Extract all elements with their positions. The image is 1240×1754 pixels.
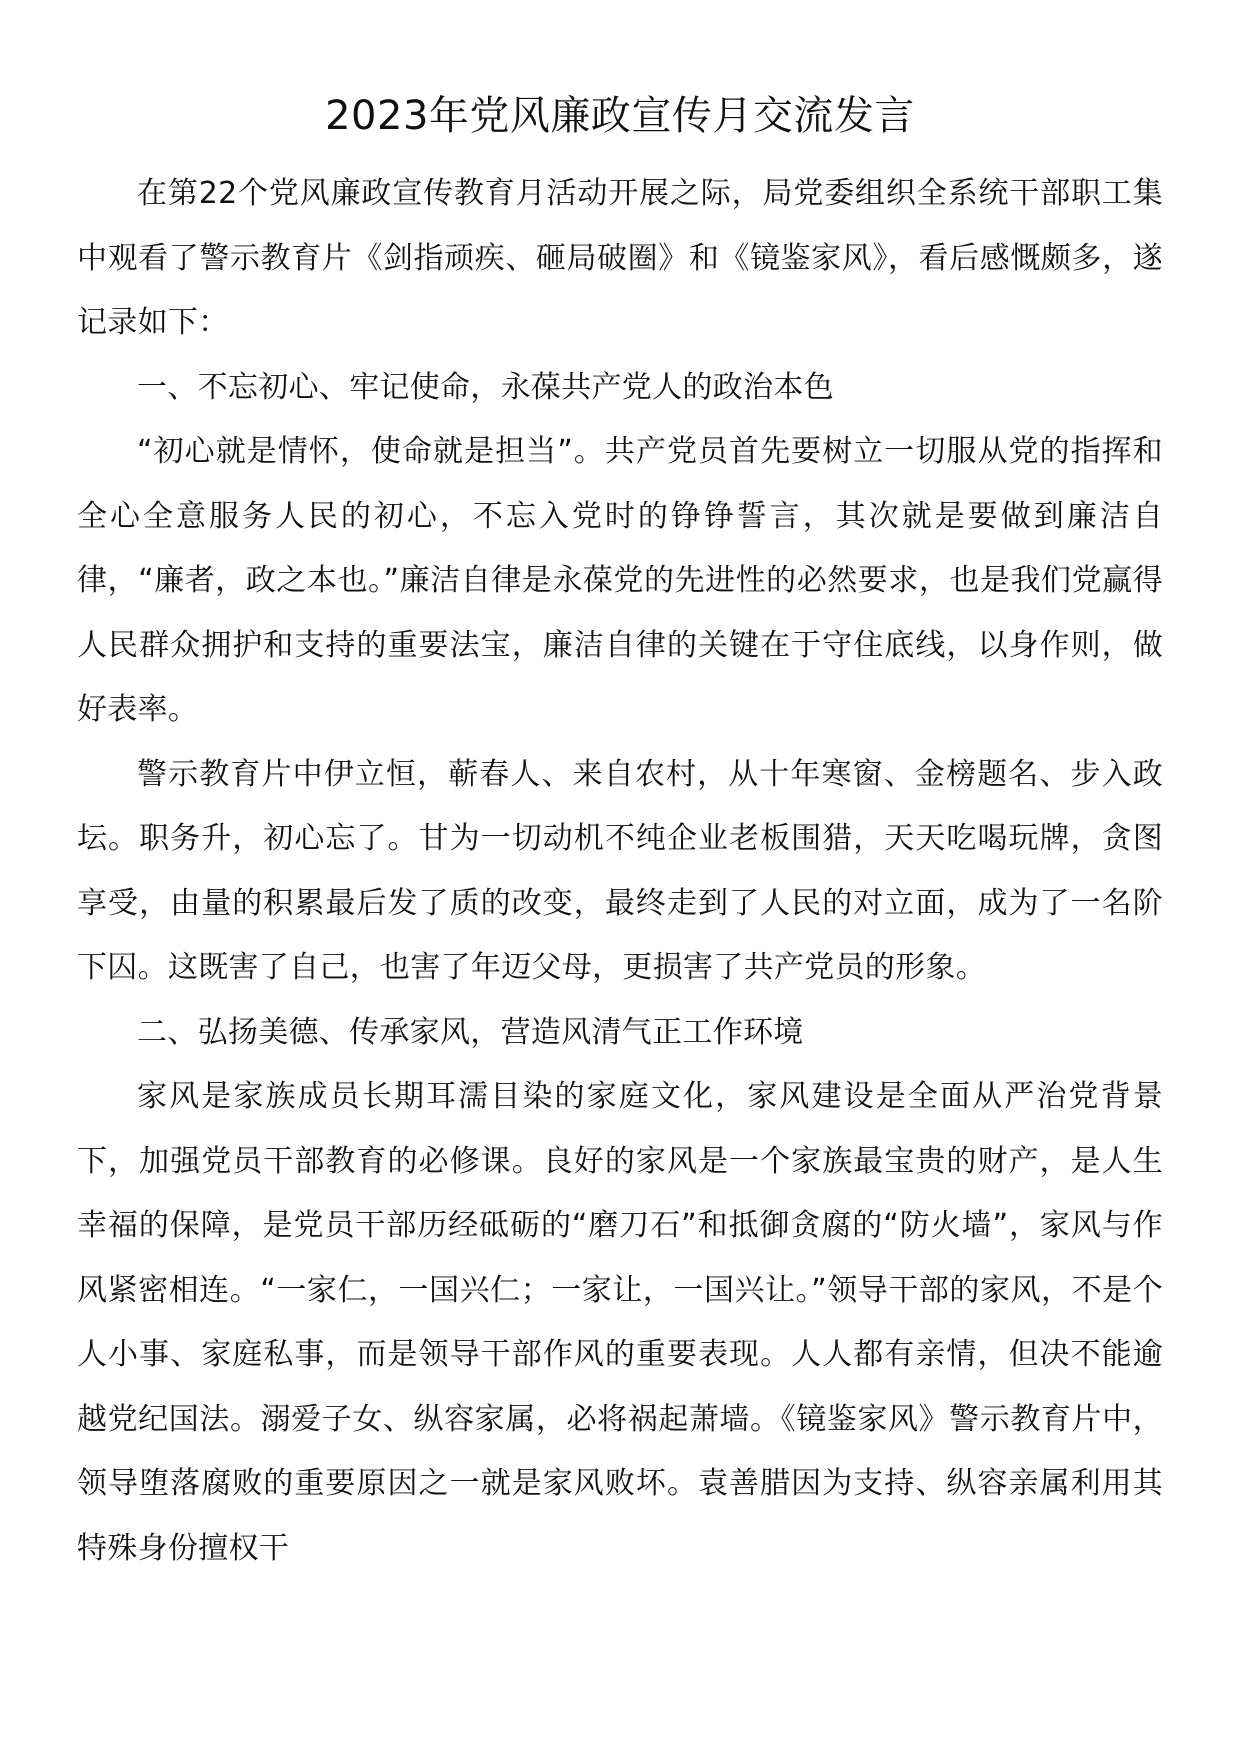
section-1-paragraph-2: 警示教育片中伊立恒，蕲春人、来自农村，从十年寒窗、金榜题名、步入政坛。职务升，初心忘了。甘为一切动机不纯企业老板围猎，天天吃喝玩牌，贪图享受，由量的积累最后发了质的改变，最终走到了人民的对立面，成为了一名阶下囚。这既害了自己，也害了年迈父母，更损害了共产党员的形象。	[77, 756, 1163, 985]
section-2-paragraph-1: 家风是家族成员长期耳濡目染的家庭文化，家风建设是全面从严治党背景下，加强党员干部教育的必修课。良好的家风是一个家族最宝贵的财产，是人生幸福的保障，是党员干部历经砥砺的“磨刀石”和抵御贪腐的“防火墙”，家风与作风紧密相连。“一家仁，一国兴仁；一家让，一国兴让。”领导干部的家风，不是个人小事、家庭私事，而是领导干部作风的重要表现。人人都有亲情，但决不能逾越党纪国法。溺爱子女、纵容家属，必将祸起萧墙。《镜鉴家风》警示教育片中，领导堕落腐败的重要原因之一就是家风败坏。袁善腊因为支持、纵容亲属利用其特殊身份擅权干	[77, 1079, 1163, 1566]
document-title: 2023年党风廉政宣传月交流发言	[325, 93, 915, 139]
section-heading-1: 一、不忘初心、牢记使命，永葆共产党人的政治本色	[137, 369, 834, 405]
section-1-paragraph-1: “初心就是情怀，使命就是担当”。共产党员首先要树立一切服从党的指挥和全心全意服务人民的初心，不忘入党时的铮铮誓言，其次就是要做到廉洁自律，“廉者，政之本也。”廉洁自律是永葆党的先进性的必然要求，也是我们党赢得人民群众拥护和支持的重要法宝，廉洁自律的关键在于守住底线，以身作则，做好表率。	[77, 434, 1163, 727]
section-heading-2: 二、弘扬美德、传承家风，营造风清气正工作环境	[137, 1014, 804, 1050]
intro-paragraph: 在第22个党风廉政宣传教育月活动开展之际，局党委组织全系统干部职工集中观看了警示教育片《剑指顽疾、砸局破圈》和《镜鉴家风》，看后感慨颇多，遂记录如下：	[77, 176, 1163, 340]
